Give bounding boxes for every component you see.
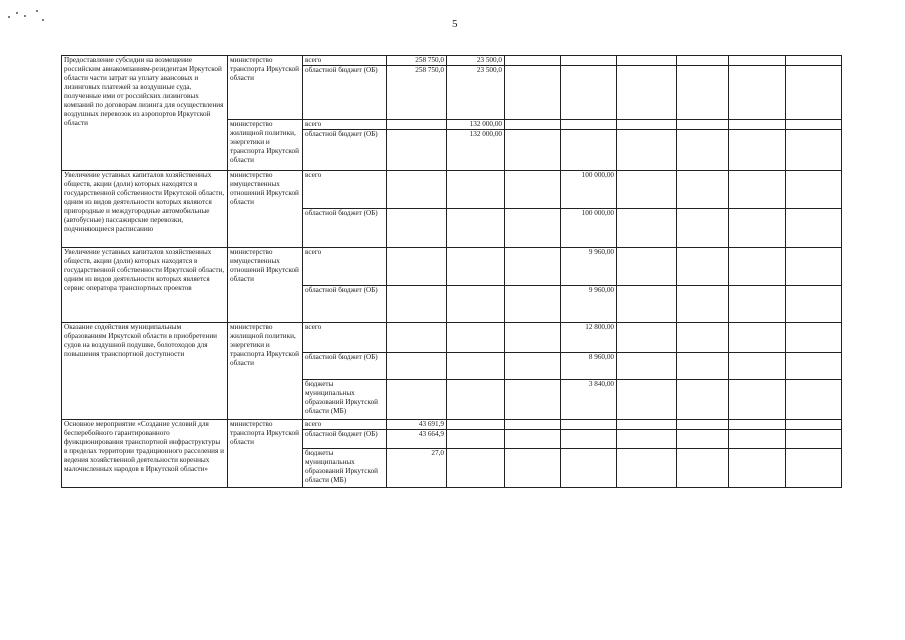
value-cell bbox=[447, 209, 505, 248]
value-cell bbox=[561, 56, 617, 66]
empty-cell bbox=[677, 171, 729, 209]
empty-cell bbox=[677, 130, 729, 171]
value-cell bbox=[387, 248, 447, 286]
empty-cell bbox=[786, 171, 842, 209]
value-cell: 27,0 bbox=[387, 449, 447, 488]
empty-cell bbox=[677, 120, 729, 130]
value-cell bbox=[447, 248, 505, 286]
scan-artifact bbox=[6, 6, 46, 26]
empty-cell bbox=[729, 66, 786, 120]
executor-cell: министерство имущественных отношений Иркутской области bbox=[228, 248, 303, 323]
table-row bbox=[62, 56, 842, 66]
source-cell: областной бюджет (ОБ) bbox=[303, 66, 387, 120]
empty-cell bbox=[617, 430, 677, 449]
empty-cell bbox=[786, 449, 842, 488]
source-cell: всего bbox=[303, 56, 387, 66]
source-cell: областной бюджет (ОБ) bbox=[303, 286, 387, 323]
empty-cell bbox=[617, 66, 677, 120]
source-cell: бюджеты муниципальных образований Иркутской области (МБ) bbox=[303, 449, 387, 488]
source-cell: всего bbox=[303, 171, 387, 209]
value-cell bbox=[505, 171, 561, 209]
measure-cell: Основное мероприятие «Создание условий для бесперебойного гарантированного функционирования транспортной инфраструктуры в пределах территории традиционного расселения и ведения хозяйственной деятельности коренных малочисленных народов в Иркутской области» bbox=[62, 420, 228, 488]
value-cell bbox=[505, 449, 561, 488]
value-cell bbox=[447, 323, 505, 353]
empty-cell bbox=[729, 130, 786, 171]
source-cell: всего bbox=[303, 323, 387, 353]
empty-cell bbox=[617, 130, 677, 171]
empty-cell bbox=[729, 120, 786, 130]
empty-cell bbox=[617, 286, 677, 323]
empty-cell bbox=[729, 380, 786, 420]
empty-cell bbox=[617, 56, 677, 66]
empty-cell bbox=[729, 56, 786, 66]
value-cell: 132 000,00 bbox=[447, 120, 505, 130]
value-cell bbox=[505, 323, 561, 353]
value-cell bbox=[387, 209, 447, 248]
value-cell bbox=[505, 380, 561, 420]
empty-cell bbox=[677, 323, 729, 353]
executor-cell: министерство транспорта Иркутской области bbox=[228, 56, 303, 120]
value-cell: 258 750,0 bbox=[387, 56, 447, 66]
empty-cell bbox=[617, 420, 677, 430]
empty-cell bbox=[786, 353, 842, 380]
empty-cell bbox=[729, 449, 786, 488]
source-cell: всего bbox=[303, 248, 387, 286]
value-cell bbox=[387, 171, 447, 209]
empty-cell bbox=[677, 56, 729, 66]
value-cell bbox=[561, 120, 617, 130]
value-cell: 9 960,00 bbox=[561, 286, 617, 323]
empty-cell bbox=[786, 248, 842, 286]
source-cell: областной бюджет (ОБ) bbox=[303, 430, 387, 449]
value-cell: 258 750,0 bbox=[387, 66, 447, 120]
value-cell bbox=[387, 286, 447, 323]
value-cell: 43 691,9 bbox=[387, 420, 447, 430]
value-cell: 132 000,00 bbox=[447, 130, 505, 171]
empty-cell bbox=[677, 209, 729, 248]
empty-cell bbox=[729, 171, 786, 209]
executor-cell: министерство имущественных отношений Иркутской области bbox=[228, 171, 303, 248]
value-cell bbox=[505, 430, 561, 449]
table-row bbox=[62, 171, 842, 209]
empty-cell bbox=[617, 248, 677, 286]
empty-cell bbox=[729, 420, 786, 430]
value-cell bbox=[561, 420, 617, 430]
value-cell bbox=[505, 209, 561, 248]
source-cell: областной бюджет (ОБ) bbox=[303, 353, 387, 380]
table-row bbox=[62, 248, 842, 286]
value-cell: 8 960,00 bbox=[561, 353, 617, 380]
table-row bbox=[62, 420, 842, 430]
value-cell: 12 800,00 bbox=[561, 323, 617, 353]
value-cell: 23 500,0 bbox=[447, 66, 505, 120]
empty-cell bbox=[617, 171, 677, 209]
empty-cell bbox=[617, 323, 677, 353]
empty-cell bbox=[617, 120, 677, 130]
empty-cell bbox=[729, 353, 786, 380]
value-cell bbox=[561, 430, 617, 449]
value-cell bbox=[561, 66, 617, 120]
value-cell bbox=[505, 120, 561, 130]
empty-cell bbox=[786, 380, 842, 420]
empty-cell bbox=[786, 66, 842, 120]
empty-cell bbox=[786, 120, 842, 130]
value-cell bbox=[561, 449, 617, 488]
value-cell bbox=[505, 130, 561, 171]
empty-cell bbox=[677, 449, 729, 488]
source-cell: всего bbox=[303, 120, 387, 130]
value-cell bbox=[505, 353, 561, 380]
measure-cell: Увеличение уставных капиталов хозяйственных обществ, акции (доли) которых находятся в государственной собственности Иркутской области, одним из видов деятельности которых являются пригородные и междугородные автомобильные (автобусные) пассажирские перевозки, подчиняющиеся расписанию bbox=[62, 171, 228, 248]
value-cell bbox=[505, 56, 561, 66]
value-cell bbox=[505, 248, 561, 286]
value-cell bbox=[447, 449, 505, 488]
value-cell: 100 000,00 bbox=[561, 171, 617, 209]
value-cell bbox=[447, 171, 505, 209]
empty-cell bbox=[729, 430, 786, 449]
empty-cell bbox=[677, 248, 729, 286]
page-number: 5 bbox=[452, 18, 458, 30]
empty-cell bbox=[677, 420, 729, 430]
executor-cell: министерство жилищной политики, энергетики и транспорта Иркутской области bbox=[228, 120, 303, 171]
value-cell bbox=[387, 323, 447, 353]
value-cell: 9 960,00 bbox=[561, 248, 617, 286]
source-cell: областной бюджет (ОБ) bbox=[303, 130, 387, 171]
empty-cell bbox=[617, 380, 677, 420]
value-cell bbox=[447, 380, 505, 420]
table-row bbox=[62, 323, 842, 353]
source-cell: всего bbox=[303, 420, 387, 430]
value-cell bbox=[387, 380, 447, 420]
value-cell bbox=[561, 130, 617, 171]
empty-cell bbox=[786, 430, 842, 449]
empty-cell bbox=[786, 209, 842, 248]
value-cell bbox=[505, 420, 561, 430]
value-cell bbox=[505, 66, 561, 120]
value-cell: 3 840,00 bbox=[561, 380, 617, 420]
empty-cell bbox=[677, 66, 729, 120]
value-cell bbox=[387, 353, 447, 380]
empty-cell bbox=[677, 380, 729, 420]
measure-cell: Увеличение уставных капиталов хозяйственных обществ, акции (доли) которых находятся в государственной собственности Иркутской области, одним из видов деятельности которых является сервис оператора транспортных проектов bbox=[62, 248, 228, 323]
value-cell bbox=[447, 353, 505, 380]
empty-cell bbox=[786, 323, 842, 353]
empty-cell bbox=[786, 130, 842, 171]
budget-table bbox=[61, 55, 842, 488]
measure-cell: Оказание содействия муниципальным образованиям Иркутской области в приобретении судов на воздушной подушке, болотоходов для повышения транспортной доступности bbox=[62, 323, 228, 420]
executor-cell: министерство транспорта Иркутской области bbox=[228, 420, 303, 488]
empty-cell bbox=[677, 353, 729, 380]
value-cell bbox=[387, 130, 447, 171]
source-cell: областной бюджет (ОБ) bbox=[303, 209, 387, 248]
value-cell bbox=[387, 120, 447, 130]
source-cell: бюджеты муниципальных образований Иркутской области (МБ) bbox=[303, 380, 387, 420]
executor-cell: министерство жилищной политики, энергетики и транспорта Иркутской области bbox=[228, 323, 303, 420]
empty-cell bbox=[617, 449, 677, 488]
value-cell: 43 664,9 bbox=[387, 430, 447, 449]
empty-cell bbox=[786, 286, 842, 323]
empty-cell bbox=[729, 209, 786, 248]
value-cell: 23 500,0 bbox=[447, 56, 505, 66]
value-cell bbox=[447, 430, 505, 449]
value-cell bbox=[505, 286, 561, 323]
value-cell bbox=[447, 286, 505, 323]
value-cell: 100 000,00 bbox=[561, 209, 617, 248]
empty-cell bbox=[617, 209, 677, 248]
value-cell bbox=[447, 420, 505, 430]
empty-cell bbox=[786, 56, 842, 66]
empty-cell bbox=[729, 248, 786, 286]
measure-cell: Предоставление субсидии на возмещение российским авиакомпаниям-резидентам Иркутской области части затрат на уплату авансовых и лизинговых платежей за воздушные суда, полученные ими от российских лизинговых компаний по договорам лизинга для осуществления воздушных перевозок из аэропортов Иркутской области bbox=[62, 56, 228, 171]
empty-cell bbox=[729, 323, 786, 353]
empty-cell bbox=[677, 286, 729, 323]
empty-cell bbox=[729, 286, 786, 323]
empty-cell bbox=[617, 353, 677, 380]
empty-cell bbox=[786, 420, 842, 430]
empty-cell bbox=[677, 430, 729, 449]
